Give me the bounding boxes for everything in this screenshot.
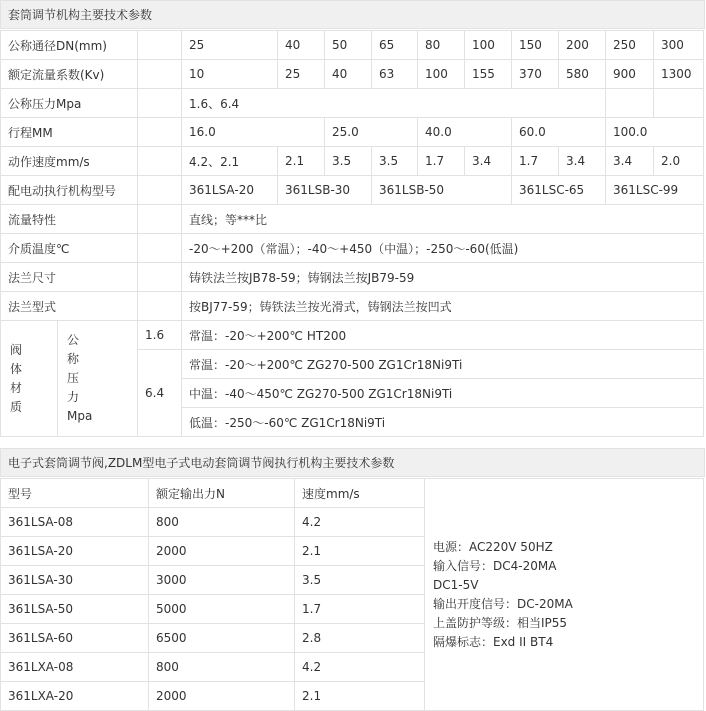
dn-cell: 200 bbox=[559, 31, 606, 60]
stroke-cell: 40.0 bbox=[418, 118, 512, 147]
kv-cell: 1300 bbox=[654, 60, 704, 89]
blank-cell bbox=[138, 234, 182, 263]
force-cell: 2000 bbox=[149, 537, 295, 566]
model-cell: 361LXA-08 bbox=[1, 653, 149, 682]
dn-cell: 250 bbox=[606, 31, 654, 60]
flow-label: 流量特性 bbox=[1, 205, 138, 234]
speed-cell: 2.1 bbox=[278, 147, 325, 176]
blank-cell bbox=[606, 89, 654, 118]
force-cell: 3000 bbox=[149, 566, 295, 595]
blank-cell bbox=[138, 205, 182, 234]
flange-size-row bbox=[1, 263, 704, 292]
stroke-row bbox=[1, 118, 704, 147]
blank-cell bbox=[138, 263, 182, 292]
speed-cell: 3.5 bbox=[372, 147, 418, 176]
force-cell: 800 bbox=[149, 653, 295, 682]
speed-cell: 4.2 bbox=[295, 653, 425, 682]
stroke-cell: 25.0 bbox=[325, 118, 418, 147]
kv-cell: 580 bbox=[559, 60, 606, 89]
kv-cell: 25 bbox=[278, 60, 325, 89]
actuator-cell: 361LSA-20 bbox=[182, 176, 278, 205]
blank-cell bbox=[138, 31, 182, 60]
pressure-value: 1.6、6.4 bbox=[182, 89, 606, 118]
kv-cell: 40 bbox=[325, 60, 372, 89]
pressure-row bbox=[1, 89, 704, 118]
speed-cell: 1.7 bbox=[512, 147, 559, 176]
model-cell: 361LXA-20 bbox=[1, 682, 149, 711]
dn-cell: 50 bbox=[325, 31, 372, 60]
blank-cell bbox=[138, 89, 182, 118]
kv-cell: 900 bbox=[606, 60, 654, 89]
actuator-row bbox=[1, 176, 704, 205]
speed-cell: 3.5 bbox=[325, 147, 372, 176]
flange-size-label: 法兰尺寸 bbox=[1, 263, 138, 292]
kv-row bbox=[1, 60, 704, 89]
speed-cell: 4.2、2.1 bbox=[182, 147, 278, 176]
blank-cell bbox=[138, 118, 182, 147]
header-row bbox=[1, 479, 704, 508]
speed-cell: 2.8 bbox=[295, 624, 425, 653]
flow-value: 直线；等***比 bbox=[182, 205, 704, 234]
col-header-model: 型号 bbox=[1, 479, 149, 508]
stroke-label: 行程MM bbox=[1, 118, 138, 147]
speed-cell: 2.0 bbox=[654, 147, 704, 176]
stroke-cell: 100.0 bbox=[606, 118, 704, 147]
flange-type-value: 按BJ77-59；铸铁法兰按光滑式，铸钢法兰按凹式 bbox=[182, 292, 704, 321]
material-normal-6-4: 常温：-20～+200℃ ZG270-500 ZG1Cr18Ni9Ti bbox=[182, 350, 704, 379]
kv-cell: 155 bbox=[465, 60, 512, 89]
flange-type-row bbox=[1, 292, 704, 321]
table2-title: 电子式套筒调节阀,ZDLM型电子式电动套筒调节阀执行机构主要技术参数 bbox=[0, 448, 705, 477]
speed-cell: 3.5 bbox=[295, 566, 425, 595]
table1-title: 套筒调节机构主要技术参数 bbox=[0, 0, 705, 29]
speed-cell: 4.2 bbox=[295, 508, 425, 537]
force-cell: 800 bbox=[149, 508, 295, 537]
kv-label: 额定流量系数(Kv) bbox=[1, 60, 138, 89]
temp-value: -20～+200（常温）；-40～+450（中温）；-250～-60(低温) bbox=[182, 234, 704, 263]
force-cell: 6500 bbox=[149, 624, 295, 653]
dn-cell: 150 bbox=[512, 31, 559, 60]
speed-cell: 2.1 bbox=[295, 682, 425, 711]
actuator-cell: 361LSB-50 bbox=[372, 176, 512, 205]
speed-cell: 1.7 bbox=[295, 595, 425, 624]
blank-cell bbox=[138, 147, 182, 176]
pressure-label: 公称压力Mpa bbox=[1, 89, 138, 118]
dn-row bbox=[1, 31, 704, 60]
speed-cell: 1.7 bbox=[418, 147, 465, 176]
blank-cell bbox=[654, 89, 704, 118]
dn-cell: 25 bbox=[182, 31, 278, 60]
speed-label: 动作速度mm/s bbox=[1, 147, 138, 176]
material-normal-1-6: 常温：-20～+200℃ HT200 bbox=[182, 321, 704, 350]
dn-cell: 40 bbox=[278, 31, 325, 60]
kv-cell: 370 bbox=[512, 60, 559, 89]
material-mid-6-4: 中温：-40～450℃ ZG270-500 ZG1Cr18Ni9Ti bbox=[182, 379, 704, 408]
kv-cell: 10 bbox=[182, 60, 278, 89]
model-cell: 361LSA-60 bbox=[1, 624, 149, 653]
model-cell: 361LSA-50 bbox=[1, 595, 149, 624]
model-cell: 361LSA-30 bbox=[1, 566, 149, 595]
col-header-force: 额定输出力N bbox=[149, 479, 295, 508]
actuator-label: 配电动执行机构型号 bbox=[1, 176, 138, 205]
force-cell: 5000 bbox=[149, 595, 295, 624]
flow-row bbox=[1, 205, 704, 234]
kv-cell: 63 bbox=[372, 60, 418, 89]
force-cell: 2000 bbox=[149, 682, 295, 711]
body-material-label: 阀 体 材 质 bbox=[1, 321, 58, 437]
material-low-6-4: 低温：-250～-60℃ ZG1Cr18Ni9Ti bbox=[182, 408, 704, 437]
kv-cell: 100 bbox=[418, 60, 465, 89]
blank-cell bbox=[138, 292, 182, 321]
valve-spec-table bbox=[0, 30, 704, 437]
speed-cell: 3.4 bbox=[606, 147, 654, 176]
actuator-spec-table bbox=[0, 478, 704, 711]
nominal-pressure-label: 公 称 压 力 Mpa bbox=[58, 321, 138, 437]
temp-row bbox=[1, 234, 704, 263]
speed-cell: 2.1 bbox=[295, 537, 425, 566]
actuator-cell: 361LSC-99 bbox=[606, 176, 704, 205]
model-cell: 361LSA-08 bbox=[1, 508, 149, 537]
dn-label: 公称通径DN(mm) bbox=[1, 31, 138, 60]
col-header-speed: 速度mm/s bbox=[295, 479, 425, 508]
dn-cell: 100 bbox=[465, 31, 512, 60]
actuator-cell: 361LSB-30 bbox=[278, 176, 372, 205]
pressure-6-4: 6.4 bbox=[138, 350, 182, 437]
flange-size-value: 铸铁法兰按JB78-59；铸钢法兰按JB79-59 bbox=[182, 263, 704, 292]
blank-cell bbox=[138, 60, 182, 89]
stroke-cell: 16.0 bbox=[182, 118, 325, 147]
dn-cell: 80 bbox=[418, 31, 465, 60]
dn-cell: 300 bbox=[654, 31, 704, 60]
speed-row bbox=[1, 147, 704, 176]
material-row bbox=[1, 321, 704, 350]
speed-cell: 3.4 bbox=[559, 147, 606, 176]
stroke-cell: 60.0 bbox=[512, 118, 606, 147]
temp-label: 介质温度℃ bbox=[1, 234, 138, 263]
pressure-1-6: 1.6 bbox=[138, 321, 182, 350]
model-cell: 361LSA-20 bbox=[1, 537, 149, 566]
power-spec: 电源：AC220V 50HZ 输入信号：DC4-20MA DC1-5V 输出开度信号：DC-20MA 上盖防护等级：相当IP55 隔爆标志：Exd II BT4 bbox=[425, 479, 704, 711]
actuator-cell: 361LSC-65 bbox=[512, 176, 606, 205]
dn-cell: 65 bbox=[372, 31, 418, 60]
flange-type-label: 法兰型式 bbox=[1, 292, 138, 321]
blank-cell bbox=[138, 176, 182, 205]
speed-cell: 3.4 bbox=[465, 147, 512, 176]
